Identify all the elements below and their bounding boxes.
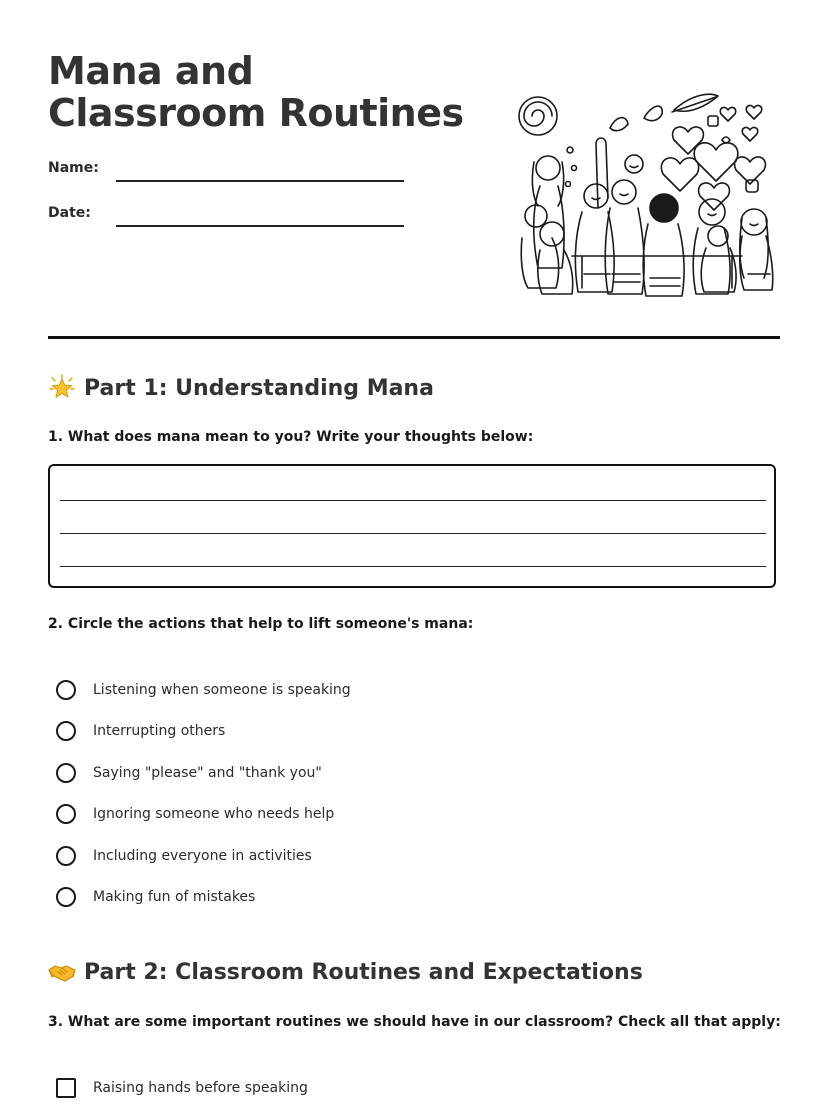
answer-line: [60, 533, 766, 534]
option-label: Saying "please" and "thank you": [93, 765, 322, 781]
header-divider: [48, 336, 780, 339]
question-3: 3. What are some important routines we should have in our classroom? Check all that apply:: [48, 1014, 781, 1030]
mana-option[interactable]: [56, 801, 334, 827]
name-label: Name:: [48, 160, 99, 176]
checkbox[interactable]: [56, 1078, 76, 1098]
answer-line: [60, 566, 766, 567]
circle-marker-icon[interactable]: [56, 721, 76, 741]
handshake-icon: [48, 958, 76, 986]
option-label: Including everyone in activities: [93, 848, 312, 864]
date-label: Date:: [48, 205, 91, 221]
question-1-answer-box[interactable]: [48, 464, 776, 588]
mana-option[interactable]: [56, 677, 351, 703]
question-1: 1. What does mana mean to you? Write your thoughts below:: [48, 429, 534, 445]
part2-heading: [48, 958, 643, 986]
question-2: 2. Circle the actions that help to lift someone's mana:: [48, 616, 474, 632]
circle-marker-icon[interactable]: [56, 763, 76, 783]
part2-heading-text: Part 2: Classroom Routines and Expectations: [84, 959, 643, 985]
name-write-line[interactable]: [116, 180, 404, 182]
answer-line: [60, 500, 766, 501]
option-label: Raising hands before speaking: [93, 1080, 308, 1096]
mana-option[interactable]: [56, 884, 255, 910]
mana-option[interactable]: [56, 760, 322, 786]
glowing-star-icon: [48, 374, 76, 402]
circle-marker-icon[interactable]: [56, 680, 76, 700]
worksheet-title: Mana and Classroom Routines: [48, 49, 464, 135]
children-circle-illustration: [512, 88, 778, 300]
option-label: Interrupting others: [93, 723, 226, 739]
part1-heading: [48, 374, 434, 402]
date-write-line[interactable]: [116, 225, 404, 227]
circle-marker-icon[interactable]: [56, 846, 76, 866]
mana-option[interactable]: [56, 718, 225, 744]
date-field: [48, 205, 408, 235]
name-field: [48, 160, 408, 190]
circle-marker-icon[interactable]: [56, 804, 76, 824]
part1-heading-text: Part 1: Understanding Mana: [84, 375, 434, 401]
circle-marker-icon[interactable]: [56, 887, 76, 907]
option-label: Making fun of mistakes: [93, 889, 256, 905]
option-label: Listening when someone is speaking: [93, 682, 351, 698]
routine-option[interactable]: [56, 1075, 308, 1101]
mana-option[interactable]: [56, 843, 312, 869]
option-label: Ignoring someone who needs help: [93, 806, 335, 822]
